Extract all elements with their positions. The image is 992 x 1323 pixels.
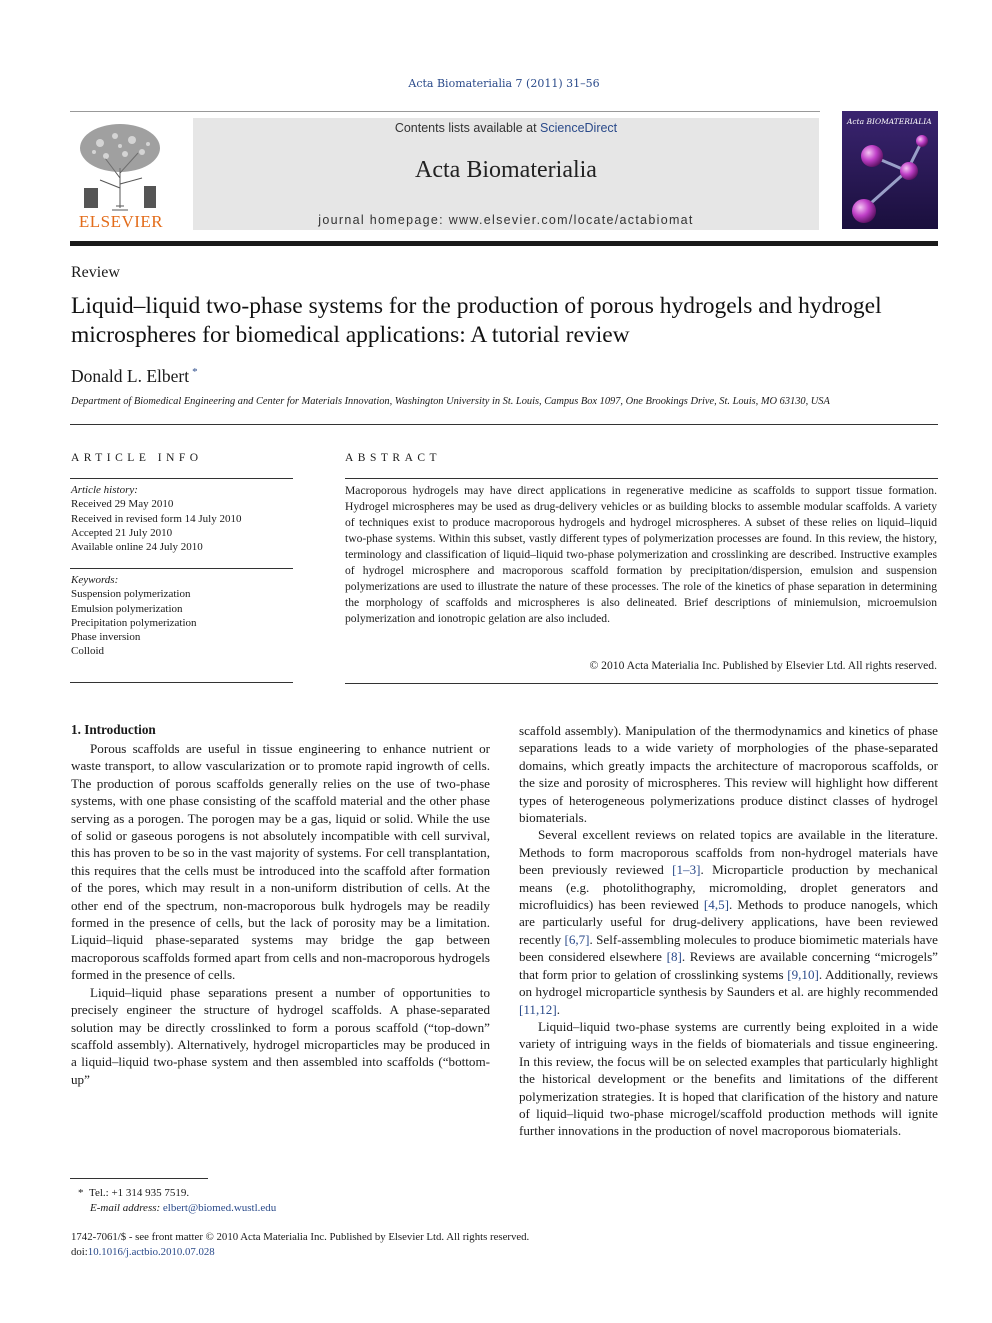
elsevier-wordmark: ELSEVIER [78, 212, 164, 231]
body-paragraph: Several excellent reviews on related topics are available in the literature. Methods to form macroporous scaffolds from non-hydrogel materials have been previously reviewed [1–3]. Microparticle production by mechanical means (e.g. photolithography, micromolding, droplet generators and microfluidics) has been reviewed [4,5]. Methods to produce nanogels, which are particularly useful for drug-delivery applications, have been reviewed recently [6,7]. Self-assembling molecules to produce biomimetic materials have been considered elsewhere [8]. Reviews are available concerning “microgels” that form prior to gelation of crosslinking systems [9,10]. Additionally, reviews on hydrogel microparticle synthesis by Saunders et al. are highly recommended [11,12]. [519, 827, 938, 1017]
footnote-rule [70, 1178, 208, 1179]
reference-link[interactable]: [6,7] [564, 931, 590, 947]
footnote-tel: Tel.: +1 314 935 7519. [89, 1187, 190, 1199]
doi-prefix: doi: [71, 1245, 88, 1258]
author-name[interactable]: Donald L. Elbert [71, 366, 190, 386]
keyword-item: Suspension polymerization [71, 588, 191, 601]
author-affiliation: Department of Biomedical Engineering and Center for Materials Innovation, Washington University in St. Louis, Campus Box 1097, One Brookings Drive, St. Louis, MO 63130, USA [71, 396, 830, 407]
reference-link[interactable]: [4,5] [703, 897, 729, 913]
body-column-right [519, 722, 938, 1140]
body-paragraph: Liquid–liquid phase separations present a number of opportunities to precisely engineer the structure of hydrogel scaffolds. A phase-separated solution may be directly crosslinked to form a porous scaffold (“top-down” scaffold assembly). Alternatively, hydrogel microparticles may be produced in a liquid–liquid two-phase system and then assembled into scaffolds (“bottom-up” [71, 984, 490, 1087]
article-type-label: Review [71, 264, 120, 281]
keyword-item: Emulsion polymerization [71, 602, 183, 615]
abstract-text: Macroporous hydrogels may have direct applications in regenerative medicine as scaffolds to support tissue formation. Hydrogel microspheres may be used as drug-delivery vehicles or as building blocks to assemble modular scaffolds. A variety of techniques exist to produce macroporous hydrogels and hydrogel microspheres. A subset of these relies on liquid–liquid two-phase systems. Within this subset, vastly different types of polymerization processes are found. In this review, the history, terminology and classification of liquid–liquid two-phase polymerization and crosslinking are described. Instructive examples of hydrogel microsphere and macroporous scaffold formation by precipitation/dispersion, emulsion and suspension polymerizations are used to illustrate the nature of these processes. The role of the kinetics of phase separation in determining the morphology of scaffolds and microspheres is also delineated. Brief descriptions of miniemulsion, microemulsion polymerization and ionotropic gelation are also included. [345, 484, 937, 625]
affiliation-rule [70, 424, 938, 425]
journal-citation[interactable]: Acta Biomaterialia 7 (2011) 31–56 [408, 77, 600, 90]
abstract-end-rule [345, 683, 938, 684]
body-paragraph: Porous scaffolds are useful in tissue engineering to enhance nutrient or waste transport, to allow vascularization or to promote rapid ingrowth of cells. The production of porous scaffolds generally relies on the use of two-phase systems, with one phase consisting of the scaffold material and the other phase serving as a porogen. The porogen may be a gas, liquid or solid. While the use of solid or gaseous porogens is not absolutely incompatible with cell survival, this has proven to be so in the vast majority of systems. For cell transplantation, this requires that the cells must be introduced into the scaffold after formation of the pores, which may result in a non-uniform distribution of cells. At the other end of the spectrum, non-macroporous bulk hydrogels may be readily formed in the presence of cells, but the lack of porosity may be a limitation. Liquid–liquid phase-separated systems may bridge the gap between macroporous scaffolds formed apart from cells and non-macroporous hydrogels formed in the presence of cells. [71, 741, 490, 983]
email-label: E-mail address: [90, 1201, 161, 1214]
reference-link[interactable]: [1–3] [672, 862, 701, 878]
issn-line: 1742-7061/$ - see front matter © 2010 Acta Materialia Inc. Published by Elsevier Ltd. All rights reserved. [71, 1231, 530, 1243]
cover-title: Acta BIOMATERIALIA [847, 117, 932, 126]
corresponding-author-mark[interactable]: * [192, 366, 198, 379]
history-received: Received 29 May 2010 [71, 498, 174, 511]
body-column-left [71, 740, 490, 1088]
keywords-list [71, 573, 293, 659]
history-revised: Received in revised form 14 July 2010 [71, 512, 242, 525]
body-paragraph: Liquid–liquid two-phase systems are currently being exploited in a wide variety of intriguing ways in the fields of biomaterials and tissue engineering. In this review, the focus will be on selected examples that particularly highlight the historical development or the benefits and limitations of the different polymerization strategies. It is hoped that clarification of the history and nature of liquid–liquid two-phase microgel/scaffold production methods will ignite further innovations in the production of novel macroporous biomaterials. [519, 1018, 938, 1139]
contents-availability: Contents lists available at ScienceDirect [394, 121, 618, 135]
journal-homepage: journal homepage: www.elsevier.com/locate/actabiomat [318, 213, 694, 227]
article-info-rule [70, 478, 293, 479]
section-heading-introduction: 1. Introduction [71, 722, 156, 737]
article-history [71, 483, 293, 554]
header-thick-rule [70, 241, 938, 246]
article-title: Liquid–liquid two-phase systems for the production of porous hydrogels and hydrogel microspheres for biomedical applications: A tutorial review [71, 293, 882, 348]
journal-name: Acta Biomaterialia [415, 157, 597, 183]
article-info-end-rule [70, 682, 293, 683]
header-rule [70, 111, 820, 112]
abstract-heading: ABSTRACT [345, 452, 442, 464]
doi-link[interactable]: 10.1016/j.actbio.2010.07.028 [87, 1245, 215, 1258]
keywords-rule [70, 568, 293, 569]
journal-cover-image [842, 111, 938, 229]
reference-link[interactable]: [11,12] [519, 1001, 557, 1017]
history-heading: Article history: [71, 484, 138, 496]
author-line [71, 366, 198, 387]
footnote-mark: * [78, 1187, 84, 1199]
keyword-item: Phase inversion [71, 631, 141, 644]
email-link[interactable]: elbert@biomed.wustl.edu [162, 1201, 277, 1214]
keywords-heading: Keywords: [71, 574, 119, 586]
corresponding-author-footnote [78, 1186, 276, 1215]
reference-link[interactable]: [9,10] [787, 966, 819, 982]
history-accepted: Accepted 21 July 2010 [71, 526, 173, 539]
homepage-url[interactable]: www.elsevier.com/locate/actabiomat [448, 213, 694, 227]
keyword-item: Precipitation polymerization [71, 616, 197, 629]
history-online: Available online 24 July 2010 [71, 541, 203, 554]
issn-doi-block [71, 1230, 529, 1259]
abstract-rule [345, 478, 938, 479]
reference-link[interactable]: [8] [666, 949, 682, 965]
body-paragraph: scaffold assembly). Manipulation of the thermodynamics and kinetics of phase separations leads to a wide variety of morphologies of the phase-separated domains, which greatly impacts the architecture of macroporous scaffolds, or the size and porosity of microspheres. This review will highlight how different types of heterogeneous polymerizations produce distinct classes of hydrogel biomaterials. [519, 723, 938, 826]
sciencedirect-link[interactable]: ScienceDirect [540, 121, 618, 135]
keyword-item: Colloid [71, 645, 105, 658]
abstract-copyright: © 2010 Acta Materialia Inc. Published by Elsevier Ltd. All rights reserved. [589, 659, 937, 672]
article-info-heading: ARTICLE INFO [71, 452, 203, 464]
